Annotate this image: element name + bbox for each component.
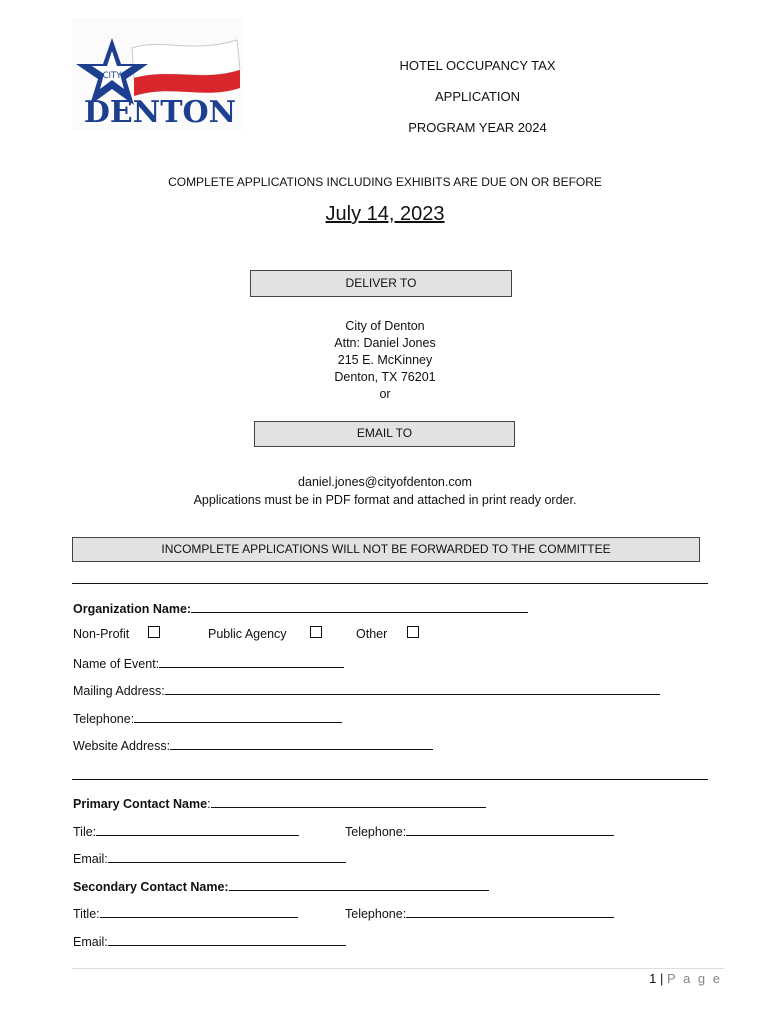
address-line: or [379, 387, 391, 401]
primary-email-field[interactable] [73, 850, 346, 866]
telephone-label: Telephone: [73, 712, 135, 726]
website-label: Website Address: [73, 739, 171, 753]
secondary-email-field[interactable] [73, 933, 346, 949]
telephone-label: Telephone: [345, 825, 407, 839]
header-title-line1: HOTEL OCCUPANCY TAX [399, 58, 556, 73]
divider [72, 583, 708, 584]
primary-telephone-field[interactable] [345, 823, 614, 839]
non-profit-checkbox[interactable] [148, 626, 160, 638]
telephone-label: Telephone: [345, 907, 407, 921]
email-to-box: EMAIL TO [254, 421, 515, 447]
divider [72, 779, 708, 780]
email-info [0, 474, 770, 509]
organization-name-label: Organization Name [73, 602, 187, 616]
page-number: 1 [649, 971, 657, 986]
primary-contact-label: Primary Contact Name [73, 797, 208, 811]
event-name-label: Name of Event: [73, 657, 160, 671]
header-title-line2: APPLICATION [434, 89, 520, 104]
non-profit-label: Non-Profit [73, 627, 130, 641]
address-line: Denton, TX 76201 [334, 370, 436, 384]
mailing-address-label: Mailing Address: [73, 684, 165, 698]
svg-text:DENTON: DENTON [83, 95, 237, 130]
incomplete-notice: INCOMPLETE APPLICATIONS WILL NOT BE FORWARDED TO THE COMMITTEE [72, 537, 700, 562]
telephone-field[interactable] [73, 710, 342, 726]
city-of-denton-logo [72, 18, 244, 130]
email-label: Email: [73, 852, 108, 866]
email-label: Email: [73, 935, 108, 949]
svg-text:OF: OF [107, 82, 117, 90]
address-line: 215 E. McKinney [337, 353, 433, 367]
primary-title-field[interactable] [73, 823, 299, 839]
address-line: Attn: Daniel Jones [334, 336, 436, 350]
address-line: City of Denton [345, 319, 425, 333]
other-checkbox[interactable] [407, 626, 419, 638]
secondary-title-field[interactable] [73, 905, 298, 921]
page-footer [649, 971, 722, 986]
due-note: COMPLETE APPLICATIONS INCLUDING EXHIBITS ARE DUE ON OR BEFORE [168, 175, 602, 189]
website-address-field[interactable] [73, 737, 433, 753]
page-separator: | [660, 971, 664, 986]
mailing-address-field[interactable] [73, 682, 660, 698]
organization-name-field[interactable]: Organization Name: [73, 600, 528, 616]
other-label: Other [356, 627, 388, 641]
email-address: daniel.jones@cityofdenton.com [298, 475, 472, 489]
title-label: Tile: [73, 825, 97, 839]
deliver-to-box: DELIVER TO [250, 270, 512, 297]
event-name-field[interactable] [73, 655, 344, 671]
public-agency-checkbox[interactable] [310, 626, 322, 638]
secondary-contact-field[interactable] [73, 878, 489, 894]
primary-contact-field[interactable]: Primary Contact Name: [73, 795, 486, 811]
pdf-format-note: Applications must be in PDF format and attached in print ready order. [193, 492, 577, 507]
delivery-address [0, 318, 770, 403]
public-agency-label: Public Agency [208, 627, 287, 641]
footer-divider [72, 968, 724, 969]
header-title-line3: PROGRAM YEAR 2024 [408, 120, 547, 135]
title-label: Title: [73, 907, 100, 921]
svg-text:CITY: CITY [102, 71, 122, 81]
secondary-contact-label: Secondary Contact Name: [73, 880, 229, 894]
page-label: P a g e [667, 971, 722, 986]
due-date: July 14, 2023 [325, 203, 445, 225]
secondary-telephone-field[interactable] [345, 905, 614, 921]
